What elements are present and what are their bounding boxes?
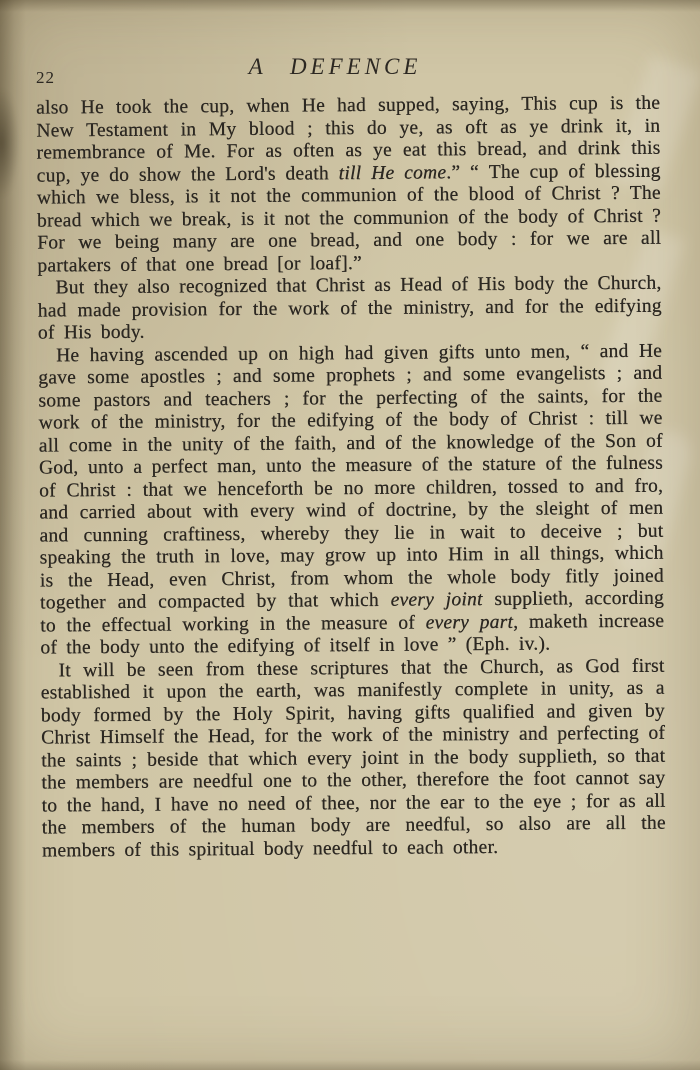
paragraph bbox=[40, 655, 666, 862]
paragraph bbox=[36, 93, 661, 278]
scan-blotch bbox=[0, 88, 20, 198]
italic-text-segment: till He come bbox=[338, 161, 447, 184]
text-segment: also He took the cup, when He had supped, saying, This cup is the New Testament in My blood ; this do ye, as oft as ye drink it, in remembrance of Me. For as often as ye eat this bread, and drink this cup, ye do show the Lord's death bbox=[36, 92, 661, 186]
running-title: A DEFENCE bbox=[248, 54, 422, 79]
text-segment: It will be seen from these scriptures that the Church, as God first established it upon the earth, was manifestly complete in unity, as a body formed by the Holy Spirit, having gifts qualified and given by Christ Himself the Head, for the work of the ministry and perfecting of the saints ; beside that which every joint in the body supplieth, so that the members are needful one to the other, therefore the foot cannot say to the hand, I have no need of thee, nor the ear to the eye ; for as all the members of the human body are needful, so also are all the members of this spiritual body needful to each other. bbox=[40, 655, 666, 861]
italic-text-segment: every joint bbox=[390, 588, 483, 611]
scan-shadow-left bbox=[0, 0, 26, 1070]
page-number: 22 bbox=[36, 68, 55, 87]
scan-shadow-top bbox=[0, 0, 700, 12]
paragraph bbox=[38, 340, 664, 660]
paragraph bbox=[37, 273, 662, 345]
italic-text-segment: every part bbox=[425, 611, 514, 633]
scan-shadow-bottom bbox=[0, 1060, 700, 1070]
text-segment: He having ascended up on high had given gifts unto men, “ and He gave some apostles ; and some prophets ; and some evangelists ; and some pastors and teachers ; for the perfecting of the saints, for the work of the ministry, for the edifying of the body of Christ : till we all come in the unity of the faith, and of the knowledge of the Son of God, unto a perfect man, unto the measure of the stature of the fulness of Christ : that we henceforth be no more children, tossed to and fro, and carried about with every wind of doctrine, by the sleight of men and cunning craftiness, whereby they lie in wait to deceive ; but speaking the truth in love, may grow up into Him in all things, which is the Head, even Christ, from whom the whole body fitly joined together and compacted by that which bbox=[38, 340, 664, 614]
text-segment: But they also recognized that Christ as Head of His body the Church, had made provision for the work of the ministry, and for the edifying of His body. bbox=[37, 272, 662, 344]
text-segment: supplieth, according to the effectual working in the measure of bbox=[40, 587, 665, 636]
text-segment: , maketh increase of the body unto the edifying of itself in love ” (Eph. iv.). bbox=[40, 610, 665, 659]
text-block bbox=[36, 93, 666, 863]
text-segment: .” “ The cup of blessing which we bless, is it not the communion of the blood of Christ ? The bread which we break, is it not the communion of the body of Christ ? For we being many are one bread, and one body : for we are all partakers of that one bread [or loaf].” bbox=[36, 160, 662, 276]
